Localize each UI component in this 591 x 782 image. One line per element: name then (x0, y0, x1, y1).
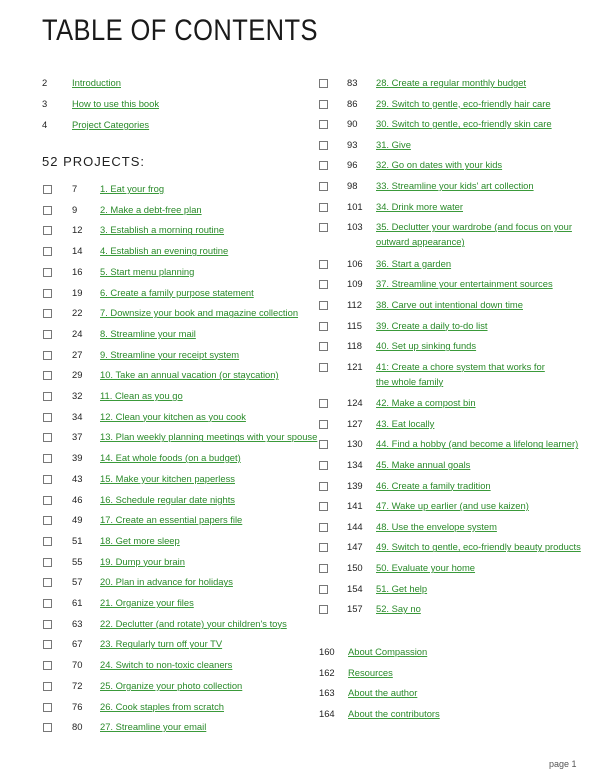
toc-link[interactable]: 49. Switch to gentle, eco-friendly beauty products (376, 541, 581, 553)
page-number-label: 43 (72, 472, 83, 484)
toc-link[interactable]: 3. Establish a morning routine (100, 224, 225, 236)
page-number-label: 118 (347, 340, 362, 352)
page-number-label: 101 (347, 200, 363, 212)
toc-link[interactable]: 48. Use the envelope system (376, 520, 497, 532)
toc-link[interactable]: 32. Go on dates with your kids (376, 159, 503, 171)
checkbox[interactable] (43, 454, 52, 463)
checkbox[interactable] (43, 226, 52, 235)
checkbox[interactable] (43, 558, 52, 567)
toc-link[interactable]: 38. Carve out intentional down time (376, 298, 523, 310)
toc-link[interactable]: 9. Streamline your receipt system (100, 348, 240, 360)
checkbox[interactable] (43, 268, 52, 277)
toc-link[interactable]: 19. Dump your brain (100, 555, 185, 567)
toc-link[interactable]: 15. Make your kitchen paperless (100, 472, 235, 484)
page-number-label: 63 (72, 617, 83, 629)
toc-link[interactable]: 26. Cook staples from scratch (100, 700, 225, 712)
toc-link[interactable]: 27. Streamline your email (100, 721, 207, 733)
page-number-label: 32 (72, 390, 83, 401)
toc-link[interactable]: 35. Declutter your wardrobe (and focus on your (376, 221, 572, 233)
page-number-label: 90 (347, 118, 358, 130)
page-number-label: 141 (347, 500, 363, 512)
page-title: TABLE OF CONTENTS (42, 14, 318, 47)
checkbox[interactable] (43, 413, 52, 422)
page-number-label: 39 (72, 452, 83, 464)
checkbox[interactable] (319, 482, 328, 491)
toc-link[interactable]: 16. Schedule regular date nights (100, 493, 235, 505)
toc-link[interactable]: 7. Downsize your book and magazine collection (100, 307, 299, 319)
page-number-label: 14 (72, 245, 83, 257)
toc-link[interactable]: 46. Create a family tradition (376, 479, 491, 491)
page-number-label: 112 (347, 298, 362, 310)
page-number-label: 29 (72, 369, 83, 381)
checkbox[interactable] (319, 301, 328, 310)
page-number-label: 147 (347, 541, 363, 553)
checkbox[interactable] (319, 564, 328, 573)
toc-link[interactable]: 2. Make a debt-free plan (100, 203, 202, 215)
toc-link[interactable]: 34. Drink more water (376, 200, 464, 212)
toc-link[interactable]: 44. Find a hobby (and become a lifelong learner) (376, 438, 579, 450)
page-number-label: 83 (347, 77, 358, 88)
toc-link[interactable]: 47. Wake up earlier (and use kaizen) (376, 500, 529, 512)
page-number-label: 106 (347, 257, 363, 269)
toc-link[interactable]: 12. Clean your kitchen as you cook (100, 410, 246, 422)
page-number-label: 22 (72, 307, 83, 319)
checkbox[interactable] (43, 640, 52, 649)
page-number-label: 115 (347, 319, 362, 331)
page-number-label: 55 (72, 555, 83, 567)
page-number-label: 24 (72, 327, 83, 339)
page-number: page 1 (549, 759, 577, 769)
page-number-label: 109 (347, 278, 363, 290)
page-number-label: 162 (319, 666, 335, 678)
checkbox[interactable] (43, 682, 52, 691)
checkbox[interactable] (319, 280, 328, 289)
page-number-label: 34 (72, 410, 83, 422)
checkbox[interactable] (319, 79, 328, 88)
page-number-label: 37 (72, 431, 83, 443)
checkbox[interactable] (43, 723, 52, 732)
toc-link[interactable]: 17. Create an essential papers file (100, 514, 243, 526)
checkbox[interactable] (319, 399, 328, 408)
page-number-label: 160 (319, 646, 335, 657)
toc-link[interactable]: 13. Plan weekly planning meetings with your spouse (100, 431, 318, 443)
page-number-label: 3 (42, 98, 48, 109)
checkbox[interactable] (43, 620, 52, 629)
toc-link[interactable]: 28. Create a regular monthly budget (376, 77, 527, 88)
page-number-label: 67 (72, 638, 83, 650)
checkbox[interactable] (319, 120, 328, 129)
toc-link-continued[interactable]: outward appearance) (376, 236, 465, 248)
checkbox[interactable] (319, 141, 328, 150)
toc-link[interactable]: About the author (348, 687, 418, 699)
toc-link[interactable]: 51. Get help (376, 582, 428, 594)
page-number-label: 46 (72, 493, 83, 505)
checkbox[interactable] (319, 605, 328, 614)
checkbox[interactable] (43, 516, 52, 525)
page-number-label: 27 (72, 348, 83, 360)
toc-link[interactable]: About the contributors (348, 707, 440, 719)
checkbox[interactable] (319, 502, 328, 511)
toc-link[interactable]: 18. Get more sleep (100, 534, 180, 546)
checkbox[interactable] (43, 433, 52, 442)
page-number-label: 51 (72, 534, 83, 546)
page-number-label: 7 (72, 183, 78, 194)
checkbox[interactable] (43, 351, 52, 360)
checkbox[interactable] (319, 342, 328, 351)
checkbox[interactable] (43, 703, 52, 712)
toc-link[interactable]: 30. Switch to gentle, eco-friendly skin care (376, 118, 552, 130)
toc-link[interactable]: 4. Establish an evening routine (100, 245, 229, 257)
page-number-label: 134 (347, 459, 363, 470)
checkbox[interactable] (43, 371, 52, 380)
toc-link[interactable]: 21. Organize your files (100, 597, 194, 608)
checkbox[interactable] (43, 185, 52, 194)
toc-link[interactable]: 10. Take an annual vacation (or staycation) (100, 369, 279, 381)
checkbox[interactable] (319, 182, 328, 191)
checkbox[interactable] (319, 420, 328, 429)
toc-link[interactable]: 22. Declutter (and rotate) your children's toys (100, 617, 287, 629)
checkbox[interactable] (43, 537, 52, 546)
toc-link[interactable]: 45. Make annual goals (376, 459, 471, 470)
checkbox[interactable] (43, 330, 52, 339)
page-number-label: 76 (72, 700, 83, 712)
page-number-label: 70 (72, 659, 83, 671)
page-number-label: 96 (347, 159, 358, 171)
checkbox[interactable] (319, 322, 328, 331)
page-number-label: 16 (72, 265, 83, 277)
checkbox[interactable] (319, 523, 328, 532)
page-number-label: 86 (347, 97, 358, 109)
page-number-label: 154 (347, 582, 363, 594)
page-number-label: 124 (347, 397, 363, 409)
page-number-label: 130 (347, 438, 363, 450)
checkbox[interactable] (319, 100, 328, 109)
checkbox[interactable] (43, 661, 52, 670)
checkbox[interactable] (319, 203, 328, 212)
toc-link[interactable]: 37. Streamline your entertainment sources (376, 278, 553, 290)
page-number-label: 127 (347, 417, 363, 429)
toc-link[interactable]: 5. Start menu planning (100, 265, 195, 277)
checkbox[interactable] (319, 161, 328, 170)
page-number-label: 2 (42, 77, 48, 88)
toc-link[interactable]: 41: Create a chore system that works for (376, 360, 545, 372)
toc-link[interactable]: 25. Organize your photo collection (100, 679, 243, 691)
checkbox[interactable] (43, 392, 52, 401)
checkbox[interactable] (43, 599, 52, 608)
page-number-label: 103 (347, 221, 363, 233)
toc-link[interactable]: 39. Create a daily to-do list (376, 319, 488, 331)
page-number-label: 49 (72, 514, 83, 526)
page-number-label: 98 (347, 180, 358, 191)
checkbox[interactable] (319, 440, 328, 449)
toc-link-continued[interactable]: the whole family (376, 375, 444, 387)
toc-link[interactable]: About Compassion (348, 646, 428, 657)
checkbox[interactable] (43, 578, 52, 587)
page-number-label: 57 (72, 576, 83, 588)
page-number-label: 9 (72, 203, 78, 215)
page-number-label: 61 (72, 597, 83, 608)
checkbox[interactable] (319, 461, 328, 470)
toc-link[interactable]: 31. Give (376, 138, 411, 150)
checkbox[interactable] (43, 206, 52, 215)
page-number-label: 4 (42, 119, 48, 130)
toc-link[interactable]: 8. Streamline your mail (100, 327, 196, 339)
toc-link[interactable]: How to use this book (72, 98, 160, 109)
toc-link[interactable]: 52. Say no (376, 603, 421, 615)
toc-link[interactable]: 40. Set up sinking funds (376, 340, 477, 352)
checkbox[interactable] (43, 475, 52, 484)
page-number-label: 72 (72, 679, 83, 691)
checkbox[interactable] (43, 309, 52, 318)
checkbox[interactable] (43, 247, 52, 256)
projects-heading: 52 PROJECTS: (42, 154, 146, 169)
page-number-label: 139 (347, 479, 363, 491)
page-number-label: 144 (347, 520, 363, 532)
page-number-label: 80 (72, 721, 83, 733)
page-number-label: 163 (319, 687, 335, 699)
page-number-label: 157 (347, 603, 363, 615)
toc-link[interactable]: 42. Make a compost bin (376, 397, 476, 409)
checkbox[interactable] (43, 289, 52, 298)
toc-link[interactable]: Resources (348, 666, 393, 678)
checkbox[interactable] (319, 585, 328, 594)
toc-link[interactable]: 1. Eat your frog (100, 183, 165, 194)
checkbox[interactable] (319, 260, 328, 269)
page-number-label: 93 (347, 138, 358, 150)
toc-link[interactable]: Introduction (72, 77, 121, 88)
page-number-label: 121 (347, 360, 363, 372)
checkbox[interactable] (43, 496, 52, 505)
toc-link[interactable]: 36. Start a garden (376, 257, 452, 269)
checkbox[interactable] (319, 223, 328, 232)
page-number-label: 150 (347, 562, 363, 573)
checkbox[interactable] (319, 543, 328, 552)
checkbox[interactable] (319, 363, 328, 372)
toc-link[interactable]: 11. Clean as you go (100, 390, 183, 401)
toc-link[interactable]: 14. Eat whole foods (on a budget) (100, 452, 241, 464)
toc-link[interactable]: 24. Switch to non-toxic cleaners (100, 659, 233, 671)
toc-link[interactable]: 50. Evaluate your home (376, 562, 476, 573)
toc-link[interactable]: Project Categories (72, 119, 150, 130)
toc-link[interactable]: 29. Switch to gentle, eco-friendly hair care (376, 97, 551, 109)
page-number-label: 19 (72, 286, 83, 298)
page-number-label: 12 (72, 224, 83, 236)
toc-link[interactable]: 20. Plan in advance for holidays (100, 576, 233, 588)
page-number-label: 164 (319, 707, 335, 719)
toc-link[interactable]: 43. Eat locally (376, 417, 435, 429)
toc-link[interactable]: 6. Create a family purpose statement (100, 286, 254, 298)
toc-link[interactable]: 23. Regularly turn off your TV (100, 638, 223, 650)
toc-link[interactable]: 33. Streamline your kids' art collection (376, 180, 534, 191)
